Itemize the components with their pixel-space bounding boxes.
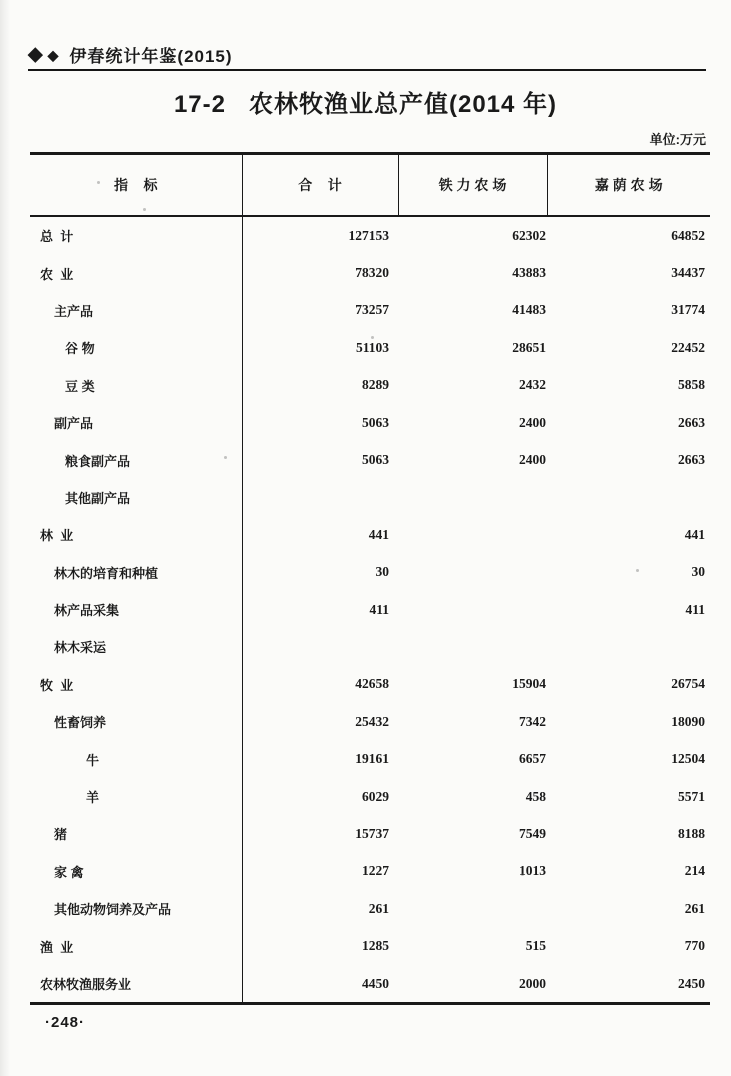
row-value <box>398 554 547 591</box>
row-value: 62302 <box>512 227 546 243</box>
table-row <box>30 216 710 254</box>
row-value: 261 <box>368 900 389 916</box>
row-value: 2400 <box>519 452 546 468</box>
row-value: 2663 <box>678 414 705 430</box>
row-value: 411 <box>685 601 705 617</box>
row-value: 2000 <box>519 975 546 991</box>
row-label: 林产品采集 <box>30 591 242 628</box>
table-row <box>30 965 710 1004</box>
table-row <box>30 628 710 665</box>
row-value: 515 <box>525 938 546 954</box>
row-value: 2663 <box>678 452 705 468</box>
running-head <box>28 42 706 67</box>
row-value: 15737 <box>355 825 389 841</box>
page-number: ·248· <box>45 1014 86 1031</box>
row-value: 28651 <box>512 339 546 355</box>
row-value: 2450 <box>678 975 705 991</box>
row-value: 261 <box>684 900 705 916</box>
row-value: 1227 <box>362 863 389 879</box>
diamond-icon-small: ◆ <box>47 46 60 63</box>
row-value <box>547 479 710 516</box>
row-label: 主产品 <box>30 292 242 329</box>
column-header-indicator: 指 标 <box>30 154 242 217</box>
row-value: 43883 <box>512 265 546 281</box>
row-label: 其他动物饲养及产品 <box>30 890 242 927</box>
diamond-icon-large: ◆ <box>28 44 44 65</box>
row-label: 羊 <box>30 778 242 815</box>
row-value: 214 <box>684 863 705 879</box>
yearbook-brand: 伊春统计年鉴(2015) <box>69 47 233 66</box>
row-label: 牧 业 <box>30 666 242 703</box>
row-label: 牛 <box>30 740 242 777</box>
table-row <box>30 479 710 516</box>
row-value <box>398 516 547 553</box>
table-row <box>30 815 710 852</box>
row-label: 渔 业 <box>30 927 242 964</box>
row-value: 18090 <box>671 713 705 729</box>
row-label: 副产品 <box>30 404 242 441</box>
table-row <box>30 740 710 777</box>
row-value: 12504 <box>671 751 705 767</box>
row-value: 51103 <box>355 339 389 355</box>
row-value <box>242 628 398 665</box>
row-value: 25432 <box>355 713 389 729</box>
row-label: 林木采运 <box>30 628 242 665</box>
row-value <box>398 479 547 516</box>
row-label: 林木的培育和种植 <box>30 554 242 591</box>
row-value: 2432 <box>519 377 546 393</box>
row-value: 458 <box>525 788 546 804</box>
row-label: 性畜饲养 <box>30 703 242 740</box>
column-header-jiayin-farm: 嘉 荫 农 场 <box>547 154 710 217</box>
table-row <box>30 254 710 291</box>
table-row <box>30 441 710 478</box>
row-value: 441 <box>684 526 705 542</box>
page-title: 17-2 农林牧渔业总产值(2014 年) <box>173 91 558 118</box>
table-header <box>30 154 710 217</box>
row-value: 7342 <box>519 713 546 729</box>
table-body <box>30 216 710 1004</box>
row-value: 41483 <box>512 302 546 318</box>
row-value: 42658 <box>355 676 389 692</box>
row-value: 5571 <box>678 788 705 804</box>
row-value: 1285 <box>362 938 389 954</box>
row-value: 1013 <box>519 863 546 879</box>
table-row <box>30 404 710 441</box>
table-row <box>30 591 710 628</box>
table-row <box>30 367 710 404</box>
row-label: 农林牧渔服务业 <box>30 965 242 1004</box>
row-value: 26754 <box>671 676 705 692</box>
row-value: 5063 <box>362 452 389 468</box>
row-value <box>398 628 547 665</box>
table-row <box>30 666 710 703</box>
row-value: 15904 <box>512 676 546 692</box>
table-row <box>30 703 710 740</box>
row-label: 猪 <box>30 815 242 852</box>
row-value: 22452 <box>671 339 705 355</box>
row-value: 6657 <box>519 751 546 767</box>
column-header-tieli-farm: 铁 力 农 场 <box>398 154 547 217</box>
row-value: 127153 <box>348 227 389 243</box>
row-value: 34437 <box>671 265 705 281</box>
row-value: 78320 <box>355 265 389 281</box>
row-value: 64852 <box>671 227 705 243</box>
column-header-total: 合 计 <box>242 154 398 217</box>
row-value: 73257 <box>355 302 389 318</box>
row-value: 30 <box>375 564 389 580</box>
row-value: 8289 <box>362 377 389 393</box>
table-row <box>30 927 710 964</box>
row-label: 其他副产品 <box>30 479 242 516</box>
row-label: 总 计 <box>30 216 242 254</box>
row-value: 31774 <box>671 302 705 318</box>
row-label: 粮食副产品 <box>30 441 242 478</box>
row-value: 770 <box>684 938 705 954</box>
row-value: 19161 <box>355 751 389 767</box>
table-row <box>30 516 710 553</box>
row-label: 农 业 <box>30 254 242 291</box>
row-value: 2400 <box>519 414 546 430</box>
table-header-row <box>30 154 710 217</box>
row-label: 家 禽 <box>30 853 242 890</box>
table-row <box>30 890 710 927</box>
row-value <box>398 890 547 927</box>
header-rule-divider <box>28 69 706 71</box>
table-row <box>30 853 710 890</box>
table-row <box>30 554 710 591</box>
row-value <box>547 628 710 665</box>
statistics-table <box>30 152 710 1005</box>
row-label: 林 业 <box>30 516 242 553</box>
row-value: 5063 <box>362 414 389 430</box>
row-value: 441 <box>368 526 389 542</box>
row-value: 411 <box>369 601 389 617</box>
table-row <box>30 329 710 366</box>
row-value: 5858 <box>678 377 705 393</box>
row-value: 8188 <box>678 825 705 841</box>
row-value: 30 <box>691 564 705 580</box>
table-row <box>30 778 710 815</box>
row-label: 谷 物 <box>30 329 242 366</box>
row-value: 7549 <box>519 825 546 841</box>
row-label: 豆 类 <box>30 367 242 404</box>
row-value <box>398 591 547 628</box>
row-value: 4450 <box>362 975 389 991</box>
row-value <box>242 479 398 516</box>
unit-note: 单位:万元 <box>649 132 706 147</box>
table-row <box>30 292 710 329</box>
row-value: 6029 <box>362 788 389 804</box>
